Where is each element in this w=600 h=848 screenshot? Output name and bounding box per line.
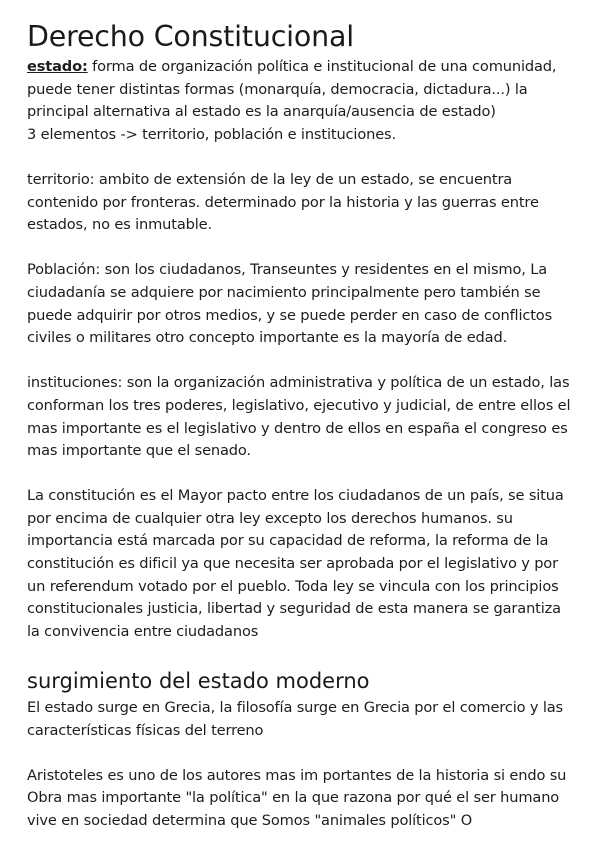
estado-term: estado: (27, 58, 88, 75)
paragraph-gap (27, 643, 575, 666)
section-heading: surgimiento del estado moderno (27, 669, 370, 694)
paragraph-gap (27, 350, 575, 373)
estado-definition: forma de organización política e institucional de una comunidad, puede tener distintas formas (monarquía, democracia, dictadura...) la principal alternativa al estado es la anarquía/ausencia de estado) (27, 58, 557, 121)
intro-paragraph (27, 56, 575, 124)
elements-line: 3 elementos -> territorio, población e instituciones. (27, 125, 396, 143)
aristoteles-paragraph: Aristoteles es uno de los autores mas im portantes de la historia si endo su Obra mas importante "la política" en la que razona por qué el ser humano vive en sociedad determina que Somos "animales políticos" O (27, 766, 567, 829)
territorio-paragraph: territorio: ambito de extensión de la ley de un estado, se encuentra contenido por fronteras. determinado por la historia y las guerras entre estados, no es inmutable. (27, 170, 539, 234)
grecia-paragraph: El estado surge en Grecia, la filosofía surge en Grecia por el comercio y las características físicas del terreno (27, 699, 563, 739)
paragraph-gap (27, 463, 575, 486)
paragraph-gap (27, 146, 575, 169)
document-title: Derecho Constitucional (27, 20, 354, 53)
instituciones-paragraph: instituciones: son la organización administrativa y política de un estado, las conforman los tres poderes, legislativo, ejecutivo y judicial, de entre ellos el mas importante es el legislativo y dentro de ellos en españa el congreso es mas importante que el senado. (27, 374, 571, 460)
constitucion-paragraph: La constitución es el Mayor pacto entre los ciudadanos de un país, se situa por encima de cualquier otra ley excepto los derechos humanos. su importancia está marcada por su capacidad de reforma, la reforma de la constitución es dificil ya que necesita ser aprobada por el legislativo y por un referendum votado por el pueblo. Toda ley se vincula con los principios constitucionales justicia, libertad y seguridad de esta manera se garantiza la convivencia entre ciudadanos (27, 487, 564, 640)
paragraph-gap (27, 742, 575, 765)
document-page (27, 18, 575, 833)
poblacion-paragraph: Población: son los ciudadanos, Transeuntes y residentes en el mismo, La ciudadanía se adquiere por nacimiento principalmente pero también se puede adquirir por otros medios, y se puede perder en caso de conflictos civiles o militares otro concepto importante es la mayoría de edad. (27, 261, 553, 347)
paragraph-gap (27, 237, 575, 260)
